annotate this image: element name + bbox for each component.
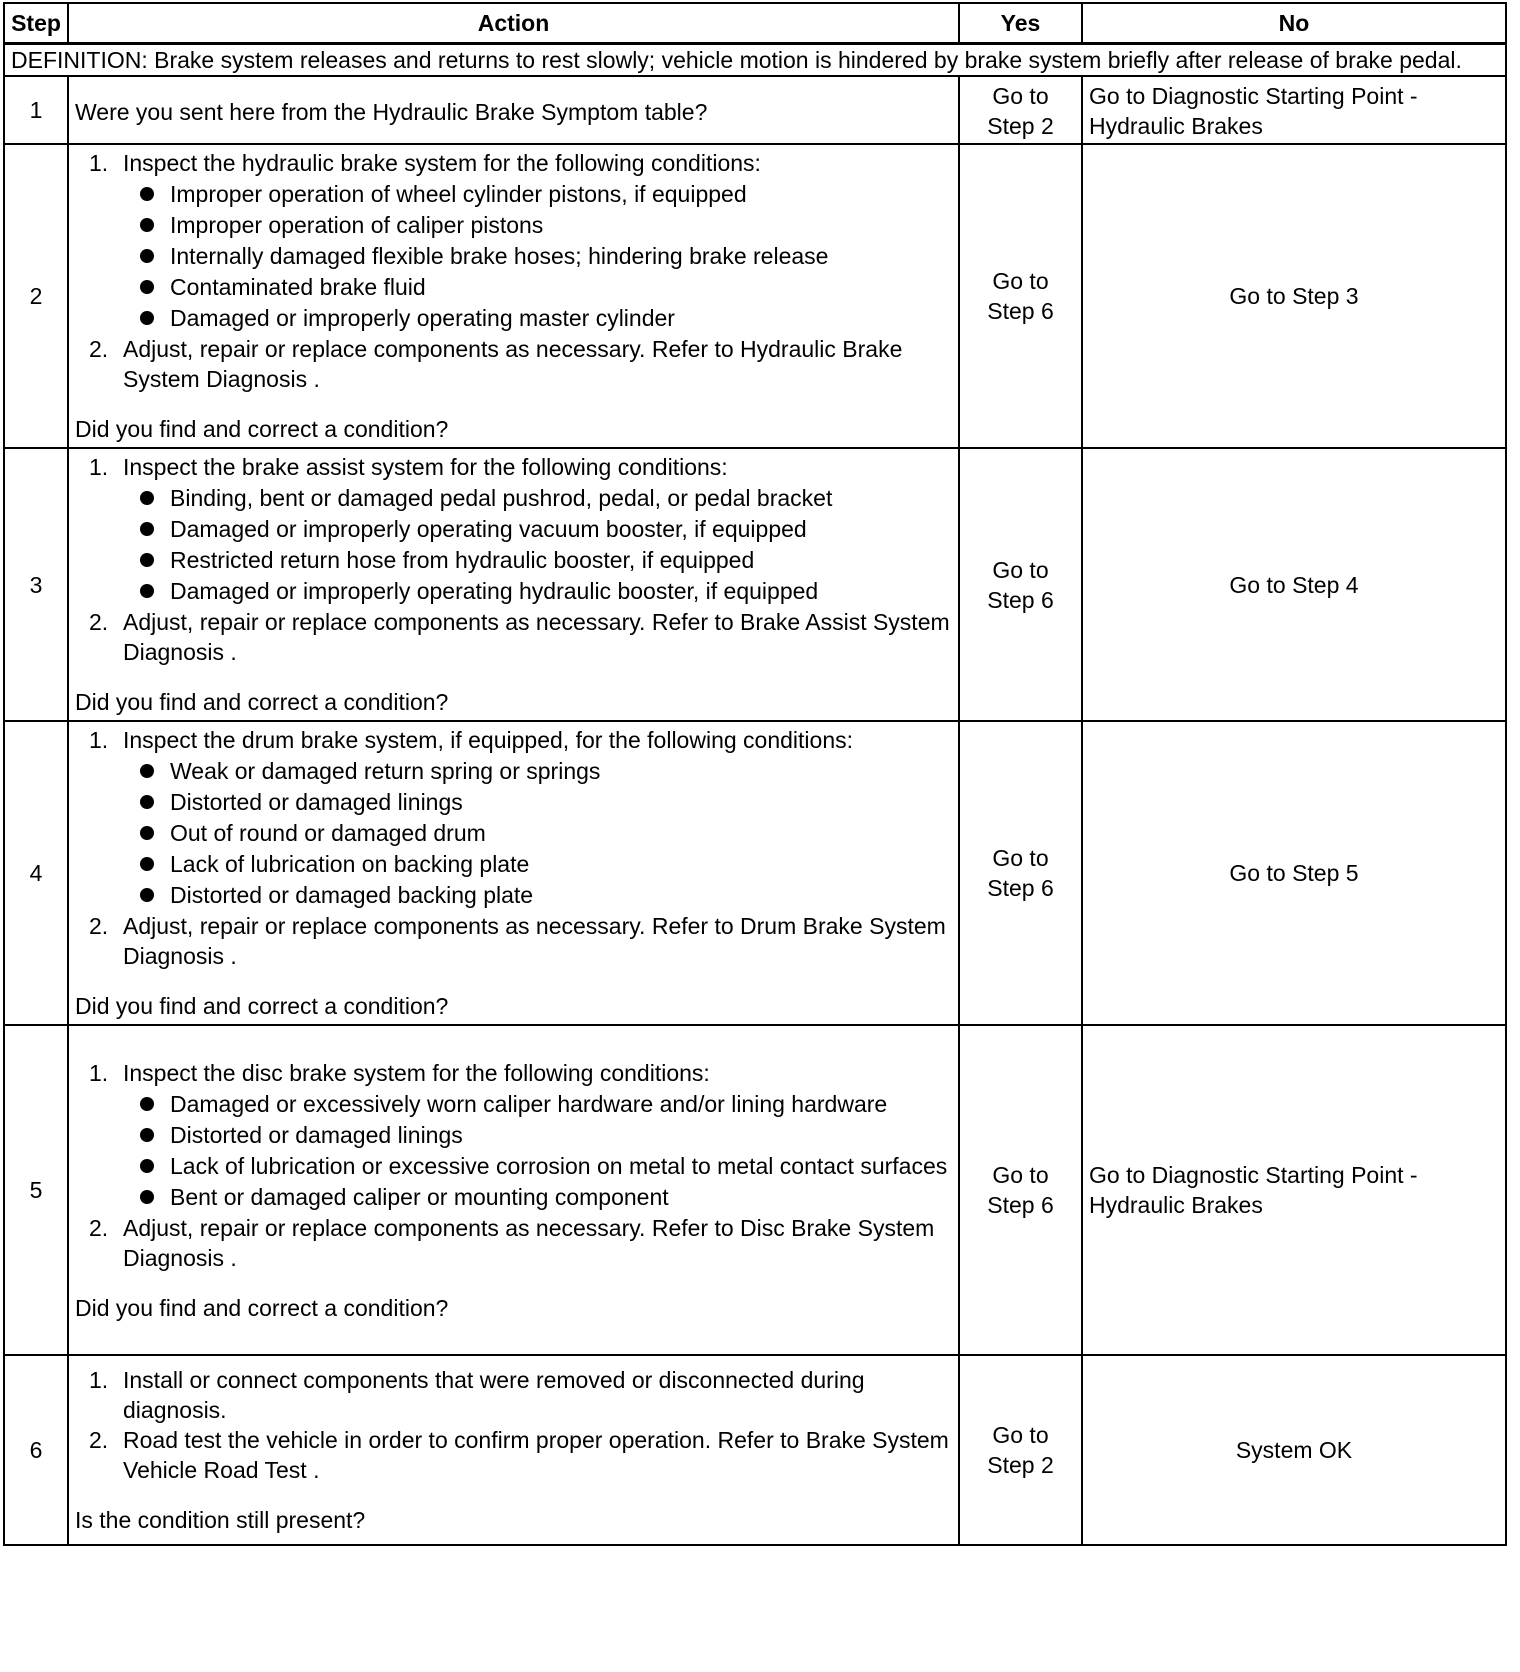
yes-result: Go to Step 2: [959, 1355, 1082, 1545]
header-row: [4, 3, 1506, 44]
action-step-item: [123, 452, 952, 606]
table-row-step-3: [4, 448, 1506, 721]
action-step-text: Inspect the brake assist system for the following conditions:: [123, 454, 728, 480]
condition-item: Distorted or damaged linings: [170, 787, 952, 817]
diagnostic-table-container: [3, 2, 1505, 1546]
condition-list: [123, 179, 952, 333]
yes-result: Go to Step 6: [959, 144, 1082, 448]
action-question: Did you find and correct a condition?: [75, 416, 449, 442]
action-step-text: Inspect the drum brake system, if equipped, for the following conditions:: [123, 727, 854, 753]
condition-item: Contaminated brake fluid: [170, 272, 952, 302]
condition-item: Bent or damaged caliper or mounting component: [170, 1182, 952, 1212]
action-step-item: Adjust, repair or replace components as necessary. Refer to Hydraulic Brake System Diagnosis .: [123, 336, 903, 392]
yes-result: Go to Step 2: [959, 76, 1082, 144]
action-step-item: [123, 1058, 952, 1212]
action-step-item: Adjust, repair or replace components as necessary. Refer to Brake Assist System Diagnosis .: [123, 609, 950, 665]
condition-list: [123, 756, 952, 910]
action-step-item: Install or connect components that were removed or disconnected during diagnosis.: [123, 1367, 865, 1423]
definition-text: DEFINITION: Brake system releases and returns to rest slowly; vehicle motion is hindered by brake system briefly after release of brake pedal.: [4, 44, 1506, 77]
diagnostic-table: [3, 2, 1507, 1546]
condition-item: Out of round or damaged drum: [170, 818, 952, 848]
condition-item: Internally damaged flexible brake hoses; hindering brake release: [170, 241, 952, 271]
condition-item: Distorted or damaged backing plate: [170, 880, 952, 910]
no-result: System OK: [1082, 1355, 1506, 1545]
condition-item: Restricted return hose from hydraulic booster, if equipped: [170, 545, 952, 575]
action-cell: [68, 144, 959, 448]
no-result: Go to Step 5: [1082, 721, 1506, 1025]
action-cell: [68, 1025, 959, 1355]
yes-result: Go to Step 6: [959, 1025, 1082, 1355]
table-row-step-4: [4, 721, 1506, 1025]
action-question: Did you find and correct a condition?: [75, 993, 449, 1019]
step-number: 5: [4, 1025, 68, 1355]
no-result: Go to Diagnostic Starting Point - Hydraulic Brakes: [1082, 76, 1506, 144]
action-steps-list: [75, 148, 952, 394]
action-step-item: [123, 725, 952, 910]
condition-item: Damaged or improperly operating hydraulic booster, if equipped: [170, 576, 952, 606]
action-question: Were you sent here from the Hydraulic Brake Symptom table?: [68, 76, 959, 144]
no-result: Go to Diagnostic Starting Point - Hydraulic Brakes: [1082, 1025, 1506, 1355]
no-result: Go to Step 4: [1082, 448, 1506, 721]
action-step-item: Road test the vehicle in order to confirm proper operation. Refer to Brake System Vehicle Road Test .: [123, 1427, 949, 1483]
table-row-step-1: [4, 76, 1506, 144]
step-number: 1: [4, 76, 68, 144]
action-cell: [68, 448, 959, 721]
condition-item: Damaged or improperly operating vacuum booster, if equipped: [170, 514, 952, 544]
step-number: 6: [4, 1355, 68, 1545]
action-question: Is the condition still present?: [75, 1507, 366, 1533]
header-action: Action: [68, 3, 959, 44]
condition-item: Distorted or damaged linings: [170, 1120, 952, 1150]
condition-item: Improper operation of caliper pistons: [170, 210, 952, 240]
condition-item: Weak or damaged return spring or springs: [170, 756, 952, 786]
step-number: 4: [4, 721, 68, 1025]
header-yes: Yes: [959, 3, 1082, 44]
action-step-item: [123, 148, 952, 333]
action-steps-list: [75, 1058, 952, 1273]
yes-result: Go to Step 6: [959, 721, 1082, 1025]
no-result: Go to Step 3: [1082, 144, 1506, 448]
action-question: Did you find and correct a condition?: [75, 1294, 449, 1321]
action-step-text: Inspect the disc brake system for the following conditions:: [123, 1059, 710, 1086]
table-row-step-6: [4, 1355, 1506, 1545]
condition-list: [123, 483, 952, 606]
action-step-text: Inspect the hydraulic brake system for the following conditions:: [123, 150, 761, 176]
action-step-item: Adjust, repair or replace components as necessary. Refer to Disc Brake System Diagnosis .: [123, 1214, 935, 1271]
action-cell: [68, 1355, 959, 1545]
action-cell: [68, 721, 959, 1025]
definition-row: [4, 44, 1506, 77]
step-number: 3: [4, 448, 68, 721]
condition-item: Lack of lubrication or excessive corrosion on metal to metal contact surfaces: [170, 1151, 952, 1181]
header-no: No: [1082, 3, 1506, 44]
table-row-step-5: [4, 1025, 1506, 1355]
condition-item: Lack of lubrication on backing plate: [170, 849, 952, 879]
action-question: Did you find and correct a condition?: [75, 689, 449, 715]
header-step: Step: [4, 3, 68, 44]
action-steps-list: [75, 1365, 952, 1485]
table-row-step-2: [4, 144, 1506, 448]
action-steps-list: [75, 725, 952, 971]
action-steps-list: [75, 452, 952, 667]
condition-item: Damaged or excessively worn caliper hardware and/or lining hardware: [170, 1089, 952, 1119]
condition-item: Binding, bent or damaged pedal pushrod, pedal, or pedal bracket: [170, 483, 952, 513]
yes-result: Go to Step 6: [959, 448, 1082, 721]
condition-item: Damaged or improperly operating master cylinder: [170, 303, 952, 333]
condition-item: Improper operation of wheel cylinder pistons, if equipped: [170, 179, 952, 209]
condition-list: [123, 1089, 952, 1212]
step-number: 2: [4, 144, 68, 448]
action-step-item: Adjust, repair or replace components as necessary. Refer to Drum Brake System Diagnosis .: [123, 913, 946, 969]
